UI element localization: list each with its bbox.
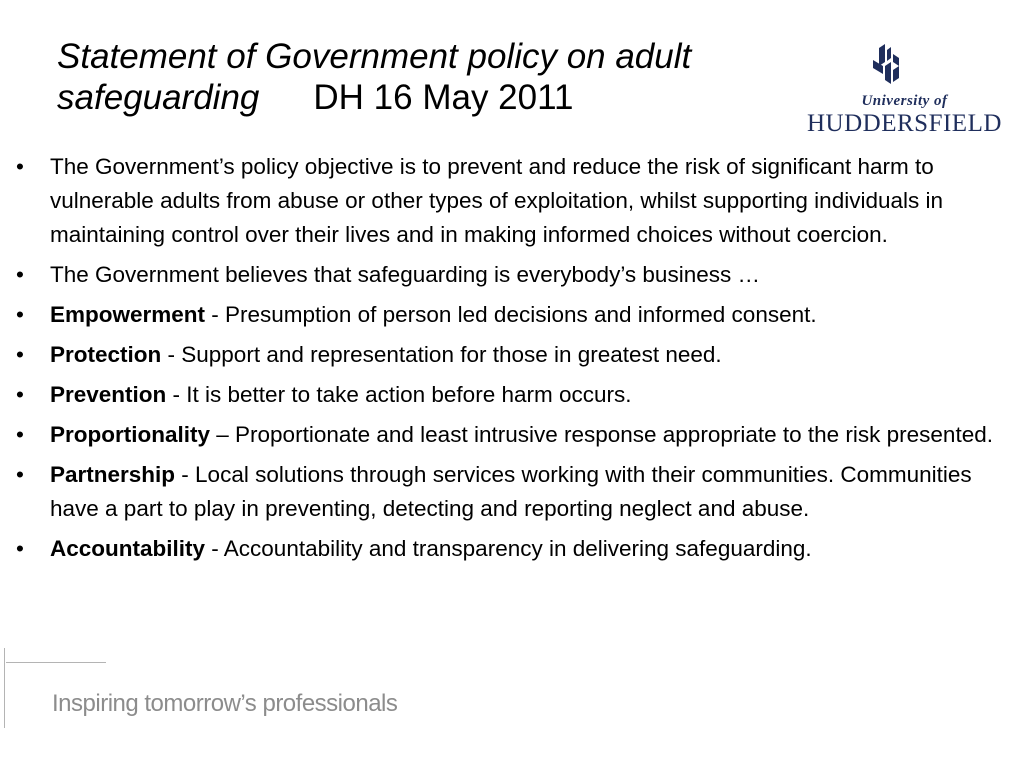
huddersfield-crest-icon	[873, 44, 903, 86]
footer-divider-horizontal	[6, 662, 106, 663]
bullet-list	[16, 150, 1021, 572]
bullet-text: The Government believes that safeguarding is everybody’s business …	[50, 262, 760, 287]
logo-text-university-of: University of	[861, 93, 948, 109]
bullet-dot: •	[16, 302, 24, 327]
bullet-term: Prevention	[50, 382, 167, 407]
bullet-term: Accountability	[50, 536, 206, 561]
bullet-text: The Government’s policy objective is to prevent and reduce the risk of significant harm to vulnerable adults from abuse or other types of exploitation, whilst supporting individuals in maintaining control over their lives and in making informed choices without coercion.	[50, 154, 944, 247]
list-item	[16, 258, 1021, 292]
bullet-text: - Presumption of person led decisions and informed consent.	[205, 302, 817, 327]
bullet-dot: •	[16, 462, 24, 487]
bullet-term: Empowerment	[50, 302, 206, 327]
bullet-dot: •	[16, 422, 24, 447]
logo-text-huddersfield: HUDDERSFIELD	[807, 110, 1002, 137]
bullet-dot: •	[16, 382, 24, 407]
slide-title	[57, 36, 837, 118]
footer-tagline: Inspiring tomorrow’s professionals	[52, 690, 398, 717]
title-date-part: DH 16 May 2011	[313, 78, 574, 117]
bullet-dot: •	[16, 536, 24, 561]
bullet-text: - Local solutions through services working with their communities. Communities have a part to play in preventing, detecting and reporting neglect and abuse.	[50, 462, 972, 521]
footer-divider-vertical	[4, 648, 5, 728]
list-item	[16, 338, 1021, 372]
bullet-dot: •	[16, 154, 24, 179]
list-item	[16, 378, 1021, 412]
bullet-term: Proportionality	[50, 422, 211, 447]
list-item	[16, 150, 1021, 252]
university-logo	[807, 38, 1002, 138]
bullet-term: Partnership	[50, 462, 176, 487]
bullet-dot: •	[16, 262, 24, 287]
list-item	[16, 418, 1021, 452]
list-item	[16, 458, 1021, 526]
bullet-text: - Support and representation for those in greatest need.	[161, 342, 722, 367]
title-italic-part: Statement of Government policy on adult safeguarding	[57, 37, 692, 117]
list-item	[16, 298, 1021, 332]
bullet-text: - Accountability and transparency in delivering safeguarding.	[205, 536, 812, 561]
bullet-dot: •	[16, 342, 24, 367]
bullet-term: Protection	[50, 342, 162, 367]
list-item	[16, 532, 1021, 566]
bullet-text: – Proportionate and least intrusive response appropriate to the risk presented.	[210, 422, 993, 447]
bullet-text: - It is better to take action before harm occurs.	[166, 382, 632, 407]
